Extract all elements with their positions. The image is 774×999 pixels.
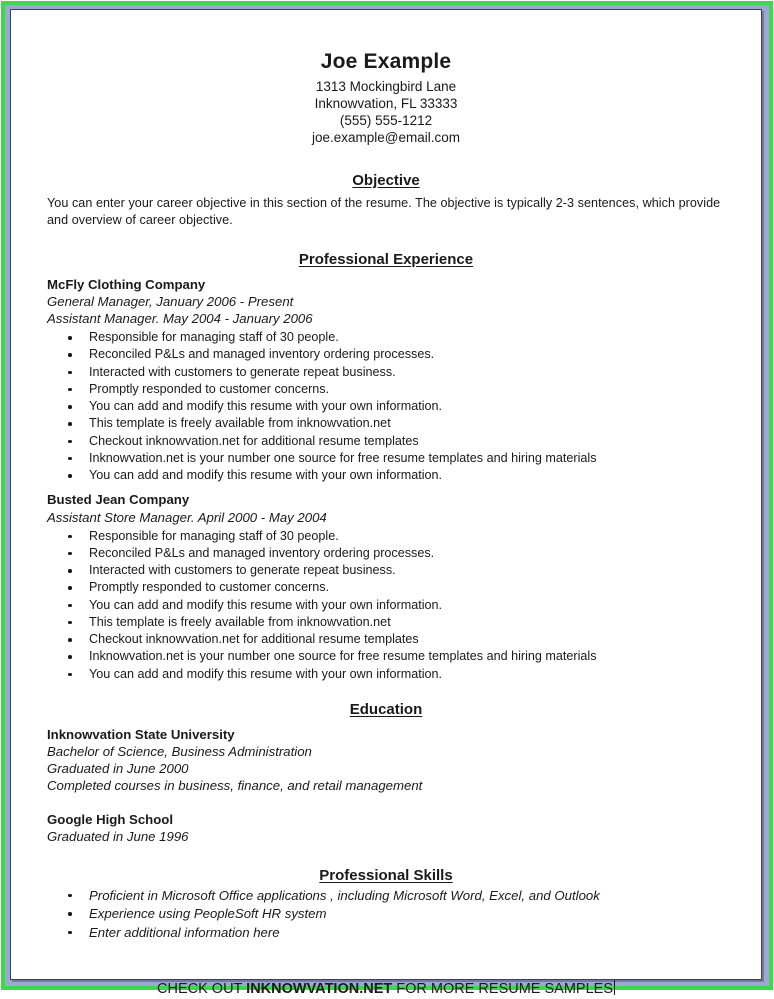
contact-city-state-zip: Inknowvation, FL 33333: [314, 96, 458, 112]
skill-bullet: Experience using PeopleSoft HR system: [47, 905, 725, 923]
job-bullet: You can add and modify this resume with your own information.: [47, 398, 725, 415]
education-detail: Graduated in June 2000: [47, 761, 189, 777]
job-bullet: Reconciled P&Ls and managed inventory ordering processes.: [47, 346, 725, 363]
job-bullet-list: [47, 528, 725, 683]
experience-list: [47, 276, 725, 683]
document-body: [11, 10, 761, 998]
document-page[interactable]: [10, 9, 762, 998]
footer-callout: [47, 980, 725, 998]
footer-site-name: INKNOWVATION.NET: [246, 981, 393, 998]
job-bullet: You can add and modify this resume with your own information.: [47, 666, 725, 683]
job-bullet: Reconciled P&Ls and managed inventory ordering processes.: [47, 545, 725, 562]
job-bullet: Interacted with customers to generate repeat business.: [47, 562, 725, 579]
experience-entry: [47, 276, 725, 485]
education-list: [47, 726, 725, 845]
job-bullet-list: [47, 329, 725, 484]
objective-heading-text: Objective: [352, 171, 420, 189]
job-bullet: Promptly responded to customer concerns.: [47, 381, 725, 398]
job-bullet: Responsible for managing staff of 30 people.: [47, 329, 725, 346]
footer-suffix: FOR MORE RESUME SAMPLES: [392, 981, 613, 998]
experience-entry: [47, 491, 725, 683]
education-entry: [47, 726, 725, 795]
resume-header: [47, 50, 725, 147]
contact-email: joe.example@email.com: [311, 129, 460, 145]
education-detail: Completed courses in business, finance, and retail management: [47, 778, 423, 794]
education-heading-text: Education: [349, 700, 423, 718]
employer-name: McFly Clothing Company: [47, 276, 206, 292]
job-bullet: You can add and modify this resume with your own information.: [47, 597, 725, 614]
applicant-name: Joe Example: [320, 50, 452, 73]
education-entry: [47, 811, 725, 845]
job-title-and-dates: Assistant Store Manager. April 2000 - May 2004: [47, 509, 327, 525]
section-heading-experience: [47, 251, 725, 269]
job-bullet: You can add and modify this resume with your own information.: [47, 467, 725, 484]
job-title-and-dates: Assistant Manager. May 2004 - January 2006: [47, 310, 313, 326]
job-bullet: Inknowvation.net is your number one source for free resume templates and hiring materials: [47, 450, 725, 467]
footer-prefix: CHECK OUT: [157, 981, 247, 998]
job-bullet: This template is freely available from inknowvation.net: [47, 415, 725, 432]
job-title-and-dates: General Manager, January 2006 - Present: [47, 293, 294, 309]
experience-heading-text: Professional Experience: [298, 250, 474, 268]
job-bullet: Promptly responded to customer concerns.: [47, 579, 725, 596]
education-detail: Bachelor of Science, Business Administration: [47, 744, 312, 760]
skills-list: [47, 887, 725, 942]
employer-name: Busted Jean Company: [47, 492, 190, 508]
skill-bullet: Enter additional information here: [47, 924, 725, 942]
skill-bullet: Proficient in Microsoft Office applications , including Microsoft Word, Excel, and Outlook: [47, 887, 725, 905]
contact-address: 1313 Mockingbird Lane: [315, 79, 457, 95]
skills-heading-text: Professional Skills: [319, 866, 453, 884]
job-bullet: Responsible for managing staff of 30 people.: [47, 528, 725, 545]
section-heading-objective: [47, 172, 725, 190]
section-heading-education: [47, 701, 725, 719]
education-detail: Graduated in June 1996: [47, 828, 189, 844]
job-bullet: Interacted with customers to generate repeat business.: [47, 364, 725, 381]
text-cursor-caret: [614, 980, 615, 995]
objective-text: You can enter your career objective in this section of the resume. The objective is typically 2-3 sentences, which provide and overview of career objective.: [47, 195, 721, 227]
contact-phone: (555) 555-1212: [339, 112, 433, 128]
job-bullet: Checkout inknowvation.net for additional resume templates: [47, 631, 725, 648]
school-name: Inknowvation State University: [47, 726, 235, 742]
job-bullet: Inknowvation.net is your number one source for free resume templates and hiring materials: [47, 648, 725, 665]
section-heading-skills: [47, 867, 725, 885]
school-name: Google High School: [47, 811, 174, 827]
job-bullet: This template is freely available from inknowvation.net: [47, 614, 725, 631]
job-bullet: Checkout inknowvation.net for additional resume templates: [47, 433, 725, 450]
